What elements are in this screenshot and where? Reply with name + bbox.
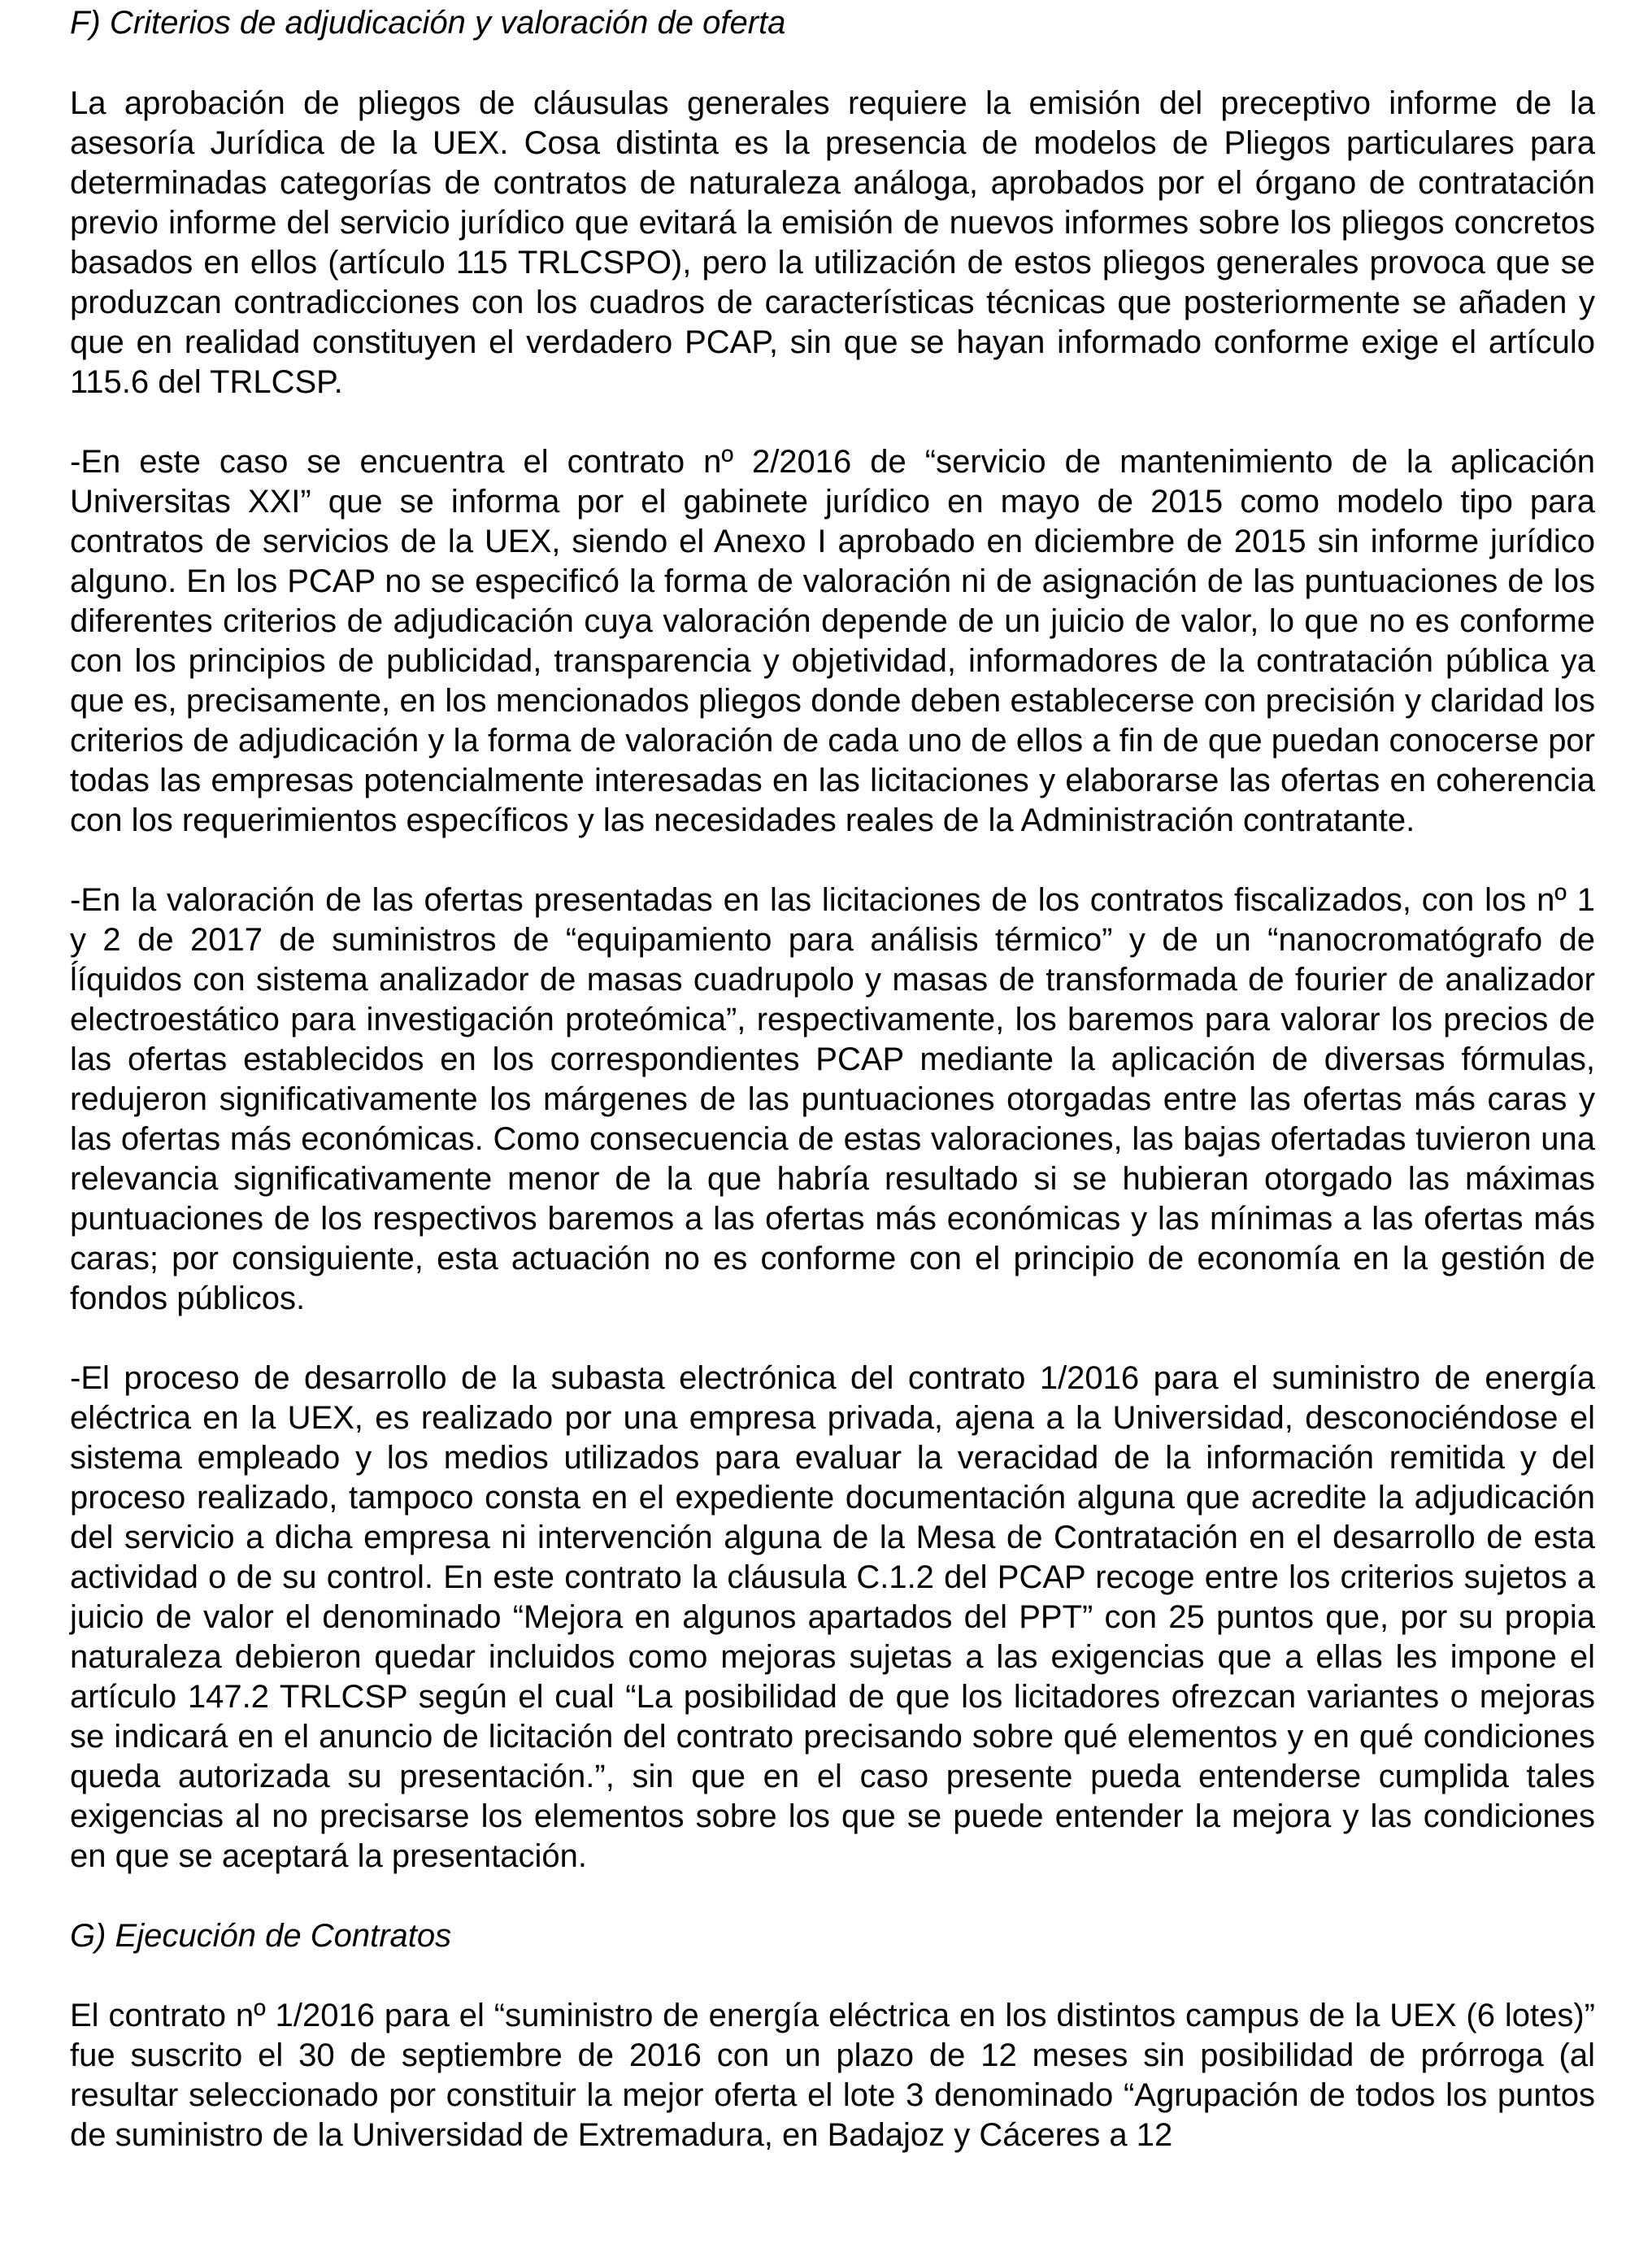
section-heading-g: G) Ejecución de Contratos [70, 1918, 452, 1954]
paragraph-contrato-1-2016: El contrato nº 1/2016 para el “suministro de energía eléctrica en los distintos campus de la UEX (6 lotes)” fue suscrito el 30 de septiembre de 2016 con un plazo de 12 meses sin posibilidad de prórroga (al resultar seleccionado por constituir la mejor oferta el lote 3 denominado “Agrupación de todos los puntos de suministro de la Universidad de Extremadura, en Badajoz y Cáceres a 12 [70, 1998, 1595, 2153]
section-heading-f: F) Criterios de adjudicación y valoración de oferta [70, 5, 786, 41]
paragraph-valoracion-ofertas: -En la valoración de las ofertas presentadas en las licitaciones de los contratos fiscalizados, con los nº 1 y 2 de 2017 de suministros de “equipamiento para análisis térmico” y de un “nanocromatógrafo de ĺíquidos con sistema analizador de masas cuadrupolo y masas de transformada de fourier de analizador electroestático para investigación proteómica”, respectivamente, los baremos para valorar los precios de las ofertas establecidos en los correspondientes PCAP mediante la aplicación de diversas fórmulas, redujeron significativamente los márgenes de las puntuaciones otorgadas entre las ofertas más caras y las ofertas más económicas. Como consecuencia de estas valoraciones, las bajas ofertadas tuvieron una relevancia significativamente menor de la que habría resultado si se hubieran otorgado las máximas puntuaciones de los respectivos baremos a las ofertas más económicas y las mínimas a las ofertas más caras; por consiguiente, esta actuación no es conforme con el principio de economía en la gestión de fondos públicos. [70, 882, 1595, 1316]
paragraph-contrato-2-2016: -En este caso se encuentra el contrato nº 2/2016 de “servicio de mantenimiento de la aplicación Universitas XXI” que se informa por el gabinete jurídico en mayo de 2015 como modelo tipo para contratos de servicios de la UEX, siendo el Anexo I aprobado en diciembre de 2015 sin informe jurídico alguno. En los PCAP no se especificó la forma de valoración ni de asignación de las puntuaciones de los diferentes criterios de adjudicación cuya valoración depende de un juicio de valor, lo que no es conforme con los principios de publicidad, transparencia y objetividad, informadores de la contratación pública ya que es, precisamente, en los mencionados pliegos donde deben establecerse con precisión y claridad los criterios de adjudicación y la forma de valoración de cada uno de ellos a fin de que puedan conocerse por todas las empresas potencialmente interesadas en las licitaciones y elaborarse las ofertas en coherencia con los requerimientos específicos y las necesidades reales de la Administración contratante. [70, 444, 1595, 838]
paragraph-pliegos-generales: La aprobación de pliegos de cláusulas generales requiere la emisión del preceptivo informe de la asesoría Jurídica de la UEX. Cosa distinta es la presencia de modelos de Pliegos particulares para determinadas categorías de contratos de naturaleza análoga, aprobados por el órgano de contratación previo informe del servicio jurídico que evitará la emisión de nuevos informes sobre los pliegos concretos basados en ellos (artículo 115 TRLCSPO), pero la utilización de estos pliegos generales provoca que se produzcan contradicciones con los cuadros de características técnicas que posteriormente se añaden y que en realidad constituyen el verdadero PCAP, sin que se hayan informado conforme exige el artículo 115.6 del TRLCSP. [70, 85, 1595, 400]
paragraph-subasta-electronica: -El proceso de desarrollo de la subasta electrónica del contrato 1/2016 para el suministro de energía eléctrica en la UEX, es realizado por una empresa privada, ajena a la Universidad, desconociéndose el sistema empleado y los medios utilizados para evaluar la veracidad de la información remitida y del proceso realizado, tampoco consta en el expediente documentación alguna que acredite la adjudicación del servicio a dicha empresa ni intervención alguna de la Mesa de Contratación en el desarrollo de esta actividad o de su control. En este contrato la cláusula C.1.2 del PCAP recoge entre los criterios sujetos a juicio de valor el denominado “Mejora en algunos apartados del PPT” con 25 puntos que, por su propia naturaleza debieron quedar incluidos como mejoras sujetas a las exigencias que a ellas les impone el artículo 147.2 TRLCSP según el cual “La posibilidad de que los licitadores ofrezcan variantes o mejoras se indicará en el anuncio de licitación del contrato precisando sobre qué elementos y en qué condiciones queda autorizada su presentación.”, sin que en el caso presente pueda entenderse cumplida tales exigencias al no precisarse los elementos sobre los que se puede entender la mejora y las condiciones en que se aceptará la presentación. [70, 1360, 1595, 1874]
document-page [70, 0, 1595, 2155]
